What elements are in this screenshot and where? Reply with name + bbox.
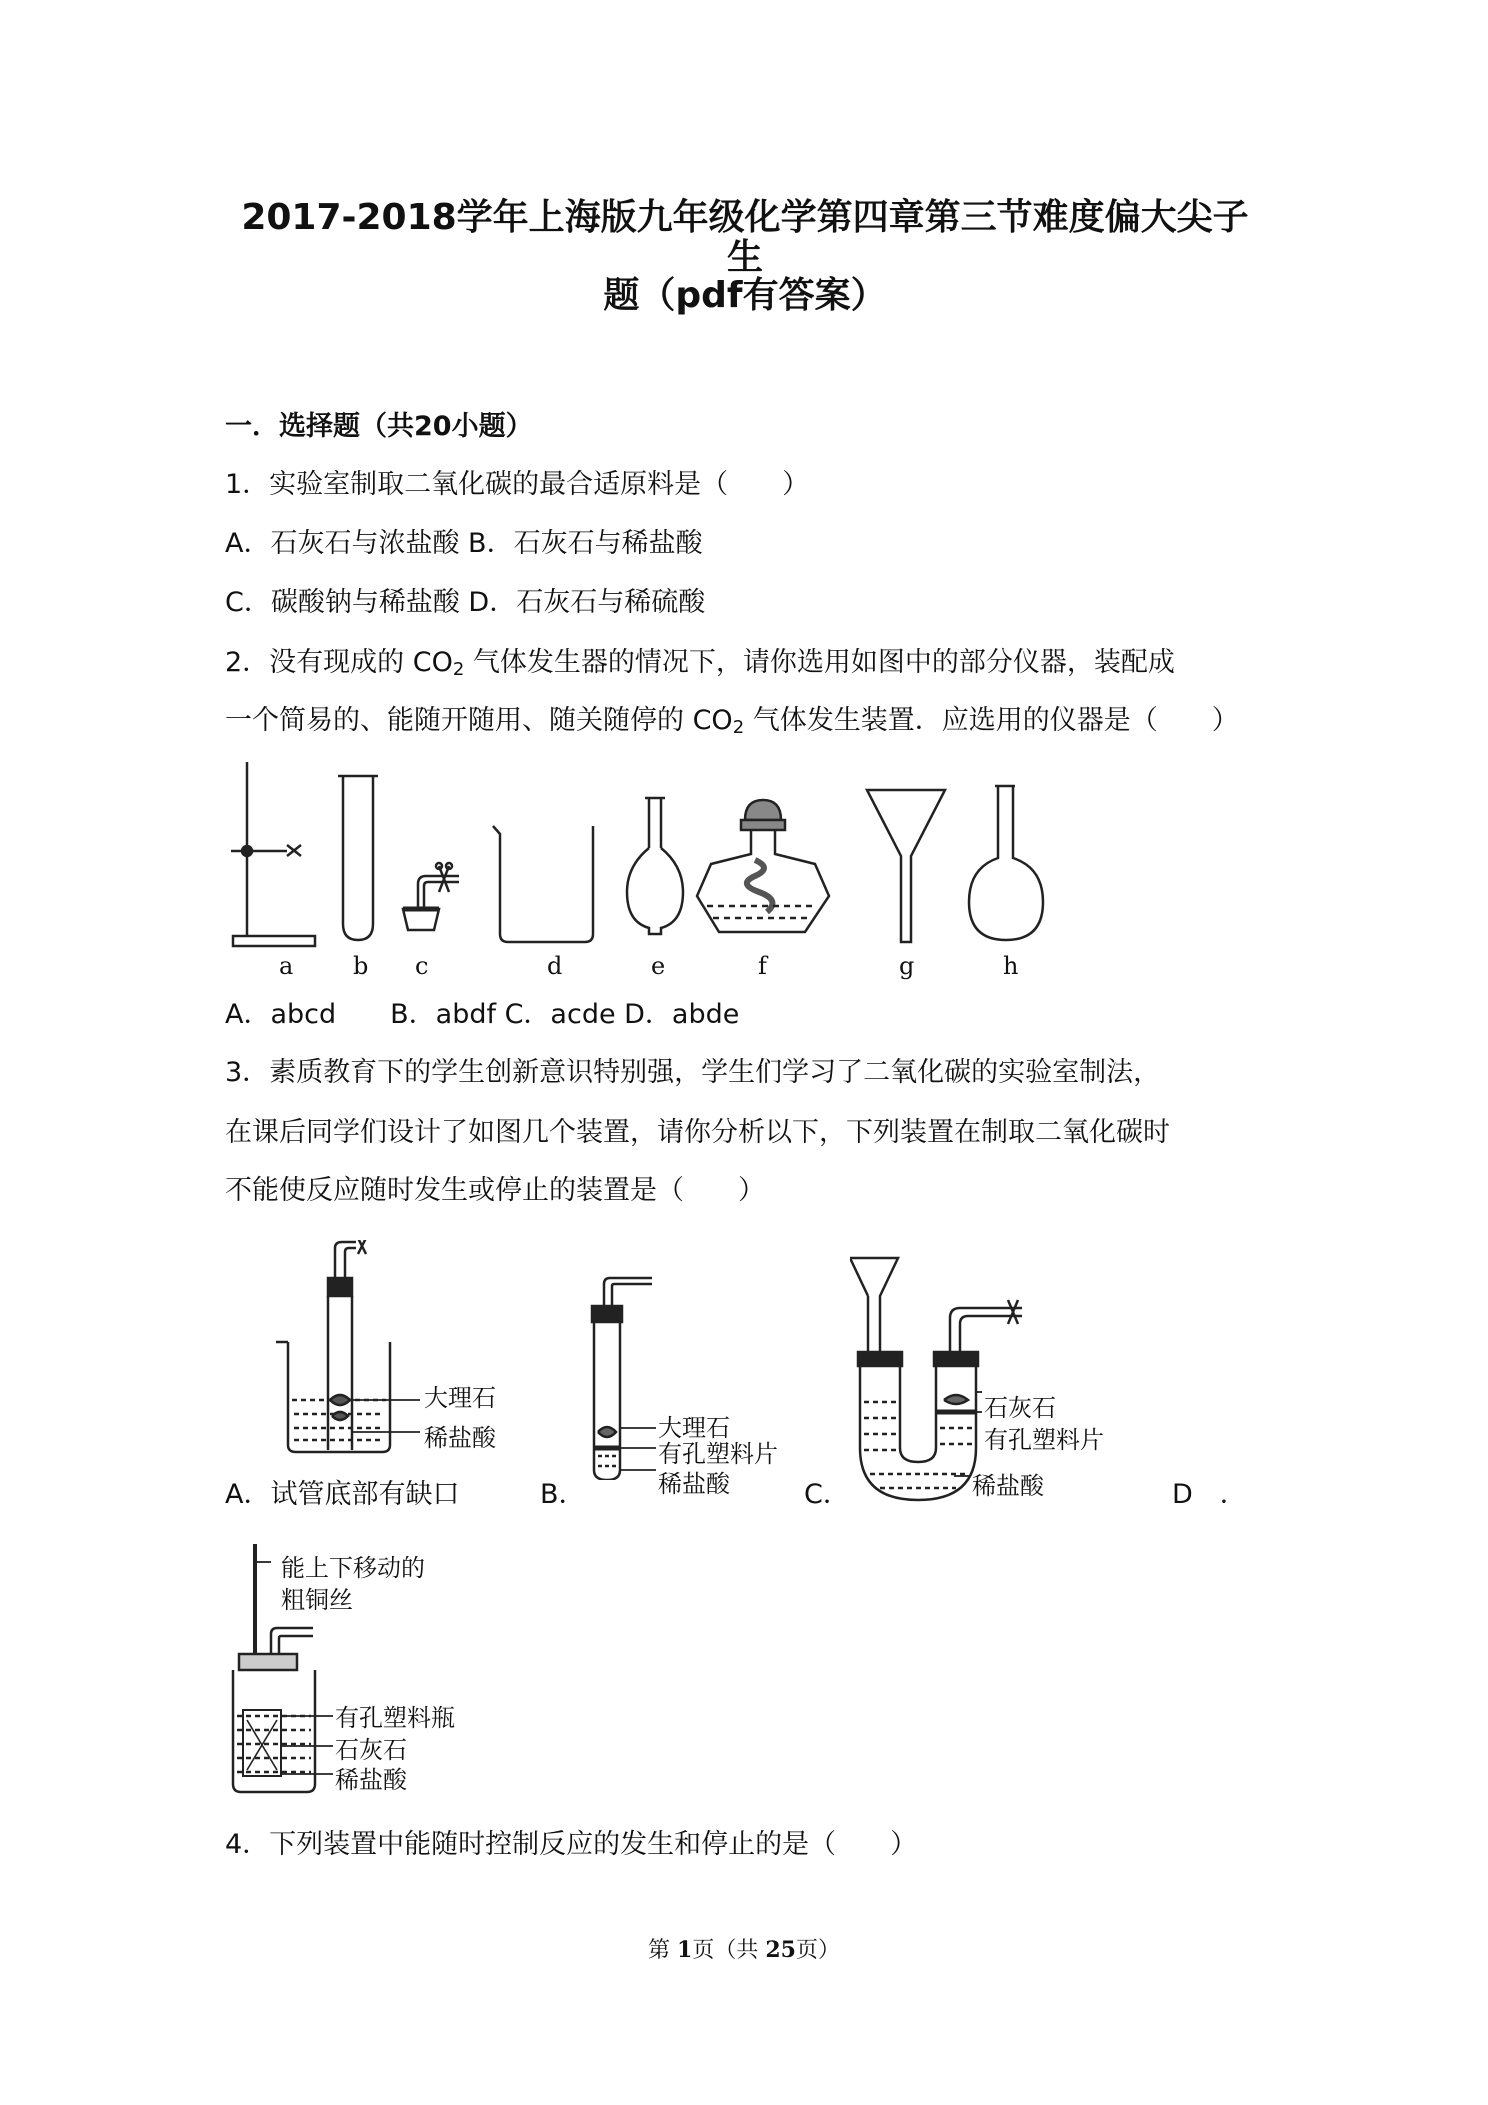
- fig-d-label-1: 能上下移动的: [281, 1554, 425, 1582]
- total-pages-number: 25: [765, 1937, 796, 1963]
- q1-options-line-2: C．碳酸钠与稀盐酸 D．石灰石与稀硫酸: [225, 587, 706, 618]
- q2-stem-line-1: [225, 646, 1175, 680]
- fig-b-label-1: 大理石: [658, 1414, 730, 1442]
- iron-stand-icon: [231, 762, 315, 946]
- alcohol-lamp-icon: [697, 800, 829, 932]
- document-title-line-1: 2017-2018学年上海版九年级化学第四章第三节难度偏大尖子生: [241, 197, 1249, 278]
- instrument-label-c: c: [415, 952, 429, 980]
- instrument-label-f: f: [758, 952, 767, 980]
- fig-c-label-2: 有孔塑料片: [984, 1426, 1104, 1454]
- instrument-label-e: e: [651, 952, 666, 980]
- test-tube-icon: [338, 776, 378, 940]
- q2-stem-text: 一个简易的、能随开随用、随关随停的 CO: [225, 705, 733, 736]
- q2-options: A．abcd B．abdf C．acde D．abde: [225, 999, 740, 1030]
- instrument-label-a: a: [279, 952, 294, 980]
- instrument-label-d: d: [547, 952, 563, 980]
- q2-stem-line-2: [225, 704, 1239, 738]
- funnel-icon: [867, 790, 945, 942]
- q3-option-a: A．试管底部有缺口: [225, 1479, 460, 1510]
- q3-option-d: D ．: [1172, 1479, 1247, 1510]
- page-footer: [0, 1933, 1488, 1964]
- q3-stem-line-2: 在课后同学们设计了如图几个装置，请你分析以下，下列装置在制取二氧化碳时: [225, 1117, 1170, 1148]
- fig-d-label-5: 稀盐酸: [335, 1766, 407, 1794]
- document-title-line-2: 题（pdf有答案）: [603, 275, 887, 316]
- fig-b-label-2: 有孔塑料片: [658, 1440, 778, 1468]
- q1-options-line-1: A．石灰石与浓盐酸 B．石灰石与稀盐酸: [225, 528, 703, 559]
- q2-instruments-figure: [225, 756, 1125, 990]
- beaker-icon: [493, 826, 593, 942]
- fig-d-label-2: 粗铜丝: [281, 1586, 353, 1614]
- footer-text: 第: [648, 1938, 678, 1963]
- fig-d-label-3: 有孔塑料瓶: [335, 1704, 455, 1732]
- footer-text: 页）: [795, 1938, 840, 1963]
- fig-d-label-4: 石灰石: [335, 1736, 407, 1764]
- fig-a-label-2: 稀盐酸: [424, 1424, 496, 1452]
- q3-figure-a: [270, 1240, 530, 1464]
- subscript: 2: [732, 717, 745, 738]
- q3-figure-d: [225, 1540, 485, 1804]
- q3-figure-b: [580, 1270, 800, 1498]
- round-bottom-flask-icon: [969, 786, 1043, 940]
- footer-text: 页（共: [692, 1938, 766, 1963]
- long-neck-bulb-icon: [627, 798, 683, 934]
- q2-stem-text: 2．没有现成的 CO: [225, 647, 453, 678]
- q3-stem-line-1: 3．素质教育下的学生创新意识特别强，学生们学习了二氧化碳的实验室制法，: [225, 1057, 1161, 1088]
- q1-stem: 1．实验室制取二氧化碳的最合适原料是（ ）: [225, 469, 810, 500]
- q3-option-b: B．: [540, 1479, 586, 1510]
- q3-stem-line-3: 不能使反应随时发生或停止的装置是（ ）: [225, 1175, 765, 1206]
- q2-stem-text: 气体发生器的情况下，请你选用如图中的部分仪器，装配成: [464, 647, 1175, 678]
- q2-stem-text: 气体发生装置．应选用的仪器是（ ）: [744, 705, 1239, 736]
- fig-c-label-3: 稀盐酸: [972, 1472, 1044, 1500]
- q3-option-c: C．: [804, 1479, 850, 1510]
- fig-b-label-3: 稀盐酸: [658, 1470, 730, 1498]
- stopper-tube-clip-icon: [403, 863, 459, 930]
- instrument-label-b: b: [353, 952, 369, 980]
- current-page-number: 1: [677, 1937, 693, 1963]
- fig-c-label-1: 石灰石: [984, 1394, 1056, 1422]
- subscript: 2: [452, 659, 465, 680]
- instrument-label-g: g: [899, 952, 915, 980]
- q4-stem: 4．下列装置中能随时控制反应的发生和停止的是（ ）: [225, 1829, 918, 1860]
- fig-a-label-1: 大理石: [424, 1384, 496, 1412]
- section-heading: 一．选择题（共20小题）: [225, 411, 533, 442]
- instrument-label-h: h: [1003, 952, 1019, 980]
- q3-figure-c: [850, 1252, 1160, 1516]
